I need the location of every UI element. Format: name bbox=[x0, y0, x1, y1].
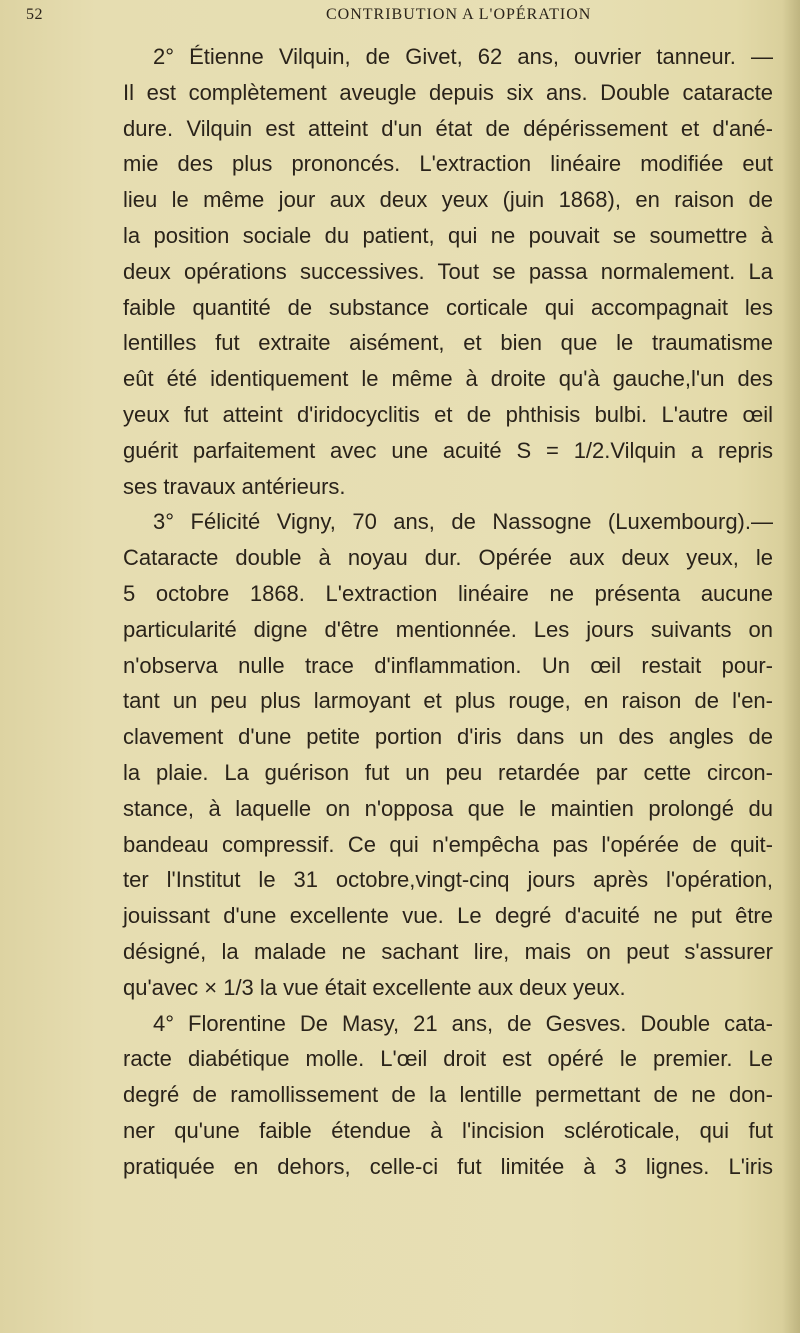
text-line: guérit parfaitement avec une acuité S = 1/2.Vilquin a repris bbox=[123, 437, 773, 463]
text-line: faible quantité de substance corticale qui accompagnait les bbox=[123, 294, 773, 320]
text-line: racte diabétique molle. L'œil droit est opéré le premier. Le bbox=[123, 1046, 773, 1072]
text-line: désigné, la malade ne sachant lire, mais on peut s'assurer bbox=[123, 938, 773, 964]
text-line: bandeau compressif. Ce qui n'empêcha pas l'opérée de quit- bbox=[123, 831, 773, 857]
text-line: dure. Vilquin est atteint d'un état de dépérissement et d'ané- bbox=[123, 115, 773, 141]
text-line: eût été identiquement le même à droite qu'à gauche,l'un des bbox=[123, 366, 773, 392]
text-line: yeux fut atteint d'iridocyclitis et de phthisis bulbi. L'autre œil bbox=[123, 401, 773, 427]
text-line: ter l'Institut le 31 octobre,vingt-cinq jours après l'opération, bbox=[123, 867, 773, 893]
text-line: particularité digne d'être mentionnée. Les jours suivants on bbox=[123, 616, 773, 642]
text-line: n'observa nulle trace d'inflammation. Un œil restait pour- bbox=[123, 652, 773, 678]
text-line: lentilles fut extraite aisément, et bien que le traumatisme bbox=[123, 330, 773, 356]
text-line: clavement d'une petite portion d'iris dans un des angles de bbox=[123, 724, 773, 750]
text-line: ner qu'une faible étendue à l'incision scléroticale, qui fut bbox=[123, 1117, 773, 1143]
text-line: mie des plus prononcés. L'extraction linéaire modifiée eut bbox=[123, 151, 773, 177]
text-line: Il est complètement aveugle depuis six ans. Double cataracte bbox=[123, 79, 773, 105]
text-line: 5 octobre 1868. L'extraction linéaire ne présenta aucune bbox=[123, 580, 773, 606]
text-line: la plaie. La guérison fut un peu retardée par cette circon- bbox=[123, 759, 773, 785]
page-number: 52 bbox=[26, 6, 43, 23]
text-line: Cataracte double à noyau dur. Opérée aux deux yeux, le bbox=[123, 545, 773, 571]
text-line: pratiquée en dehors, celle-ci fut limitée à 3 lignes. L'iris bbox=[123, 1153, 773, 1179]
text-line: ses travaux antérieurs. bbox=[123, 473, 346, 499]
text-line: 4° Florentine De Masy, 21 ans, de Gesves. Double cata- bbox=[153, 1010, 773, 1036]
text-line: 2° Étienne Vilquin, de Givet, 62 ans, ouvrier tanneur. — bbox=[153, 44, 773, 69]
running-head bbox=[26, 4, 766, 30]
text-line: 3° Félicité Vigny, 70 ans, de Nassogne (Luxembourg).— bbox=[153, 509, 773, 535]
text-line: jouissant d'une excellente vue. Le degré d'acuité ne put être bbox=[123, 903, 773, 929]
text-line: lieu le même jour aux deux yeux (juin 1868), en raison de bbox=[123, 187, 773, 213]
body-text bbox=[123, 39, 773, 1185]
text-line: tant un peu plus larmoyant et plus rouge, en raison de l'en- bbox=[123, 688, 773, 714]
page-edge-shadow bbox=[782, 0, 800, 1333]
text-line: qu'avec × 1/3 la vue était excellente aux deux yeux. bbox=[123, 974, 626, 1000]
text-line: la position sociale du patient, qui ne pouvait se soumettre à bbox=[123, 222, 773, 248]
text-line: degré de ramollissement de la lentille permettant de ne don- bbox=[123, 1082, 773, 1108]
running-title: CONTRIBUTION A L'OPÉRATION bbox=[326, 6, 592, 23]
text-line: deux opérations successives. Tout se passa normalement. La bbox=[123, 258, 773, 284]
text-line: stance, à laquelle on n'opposa que le maintien prolongé du bbox=[123, 795, 773, 821]
